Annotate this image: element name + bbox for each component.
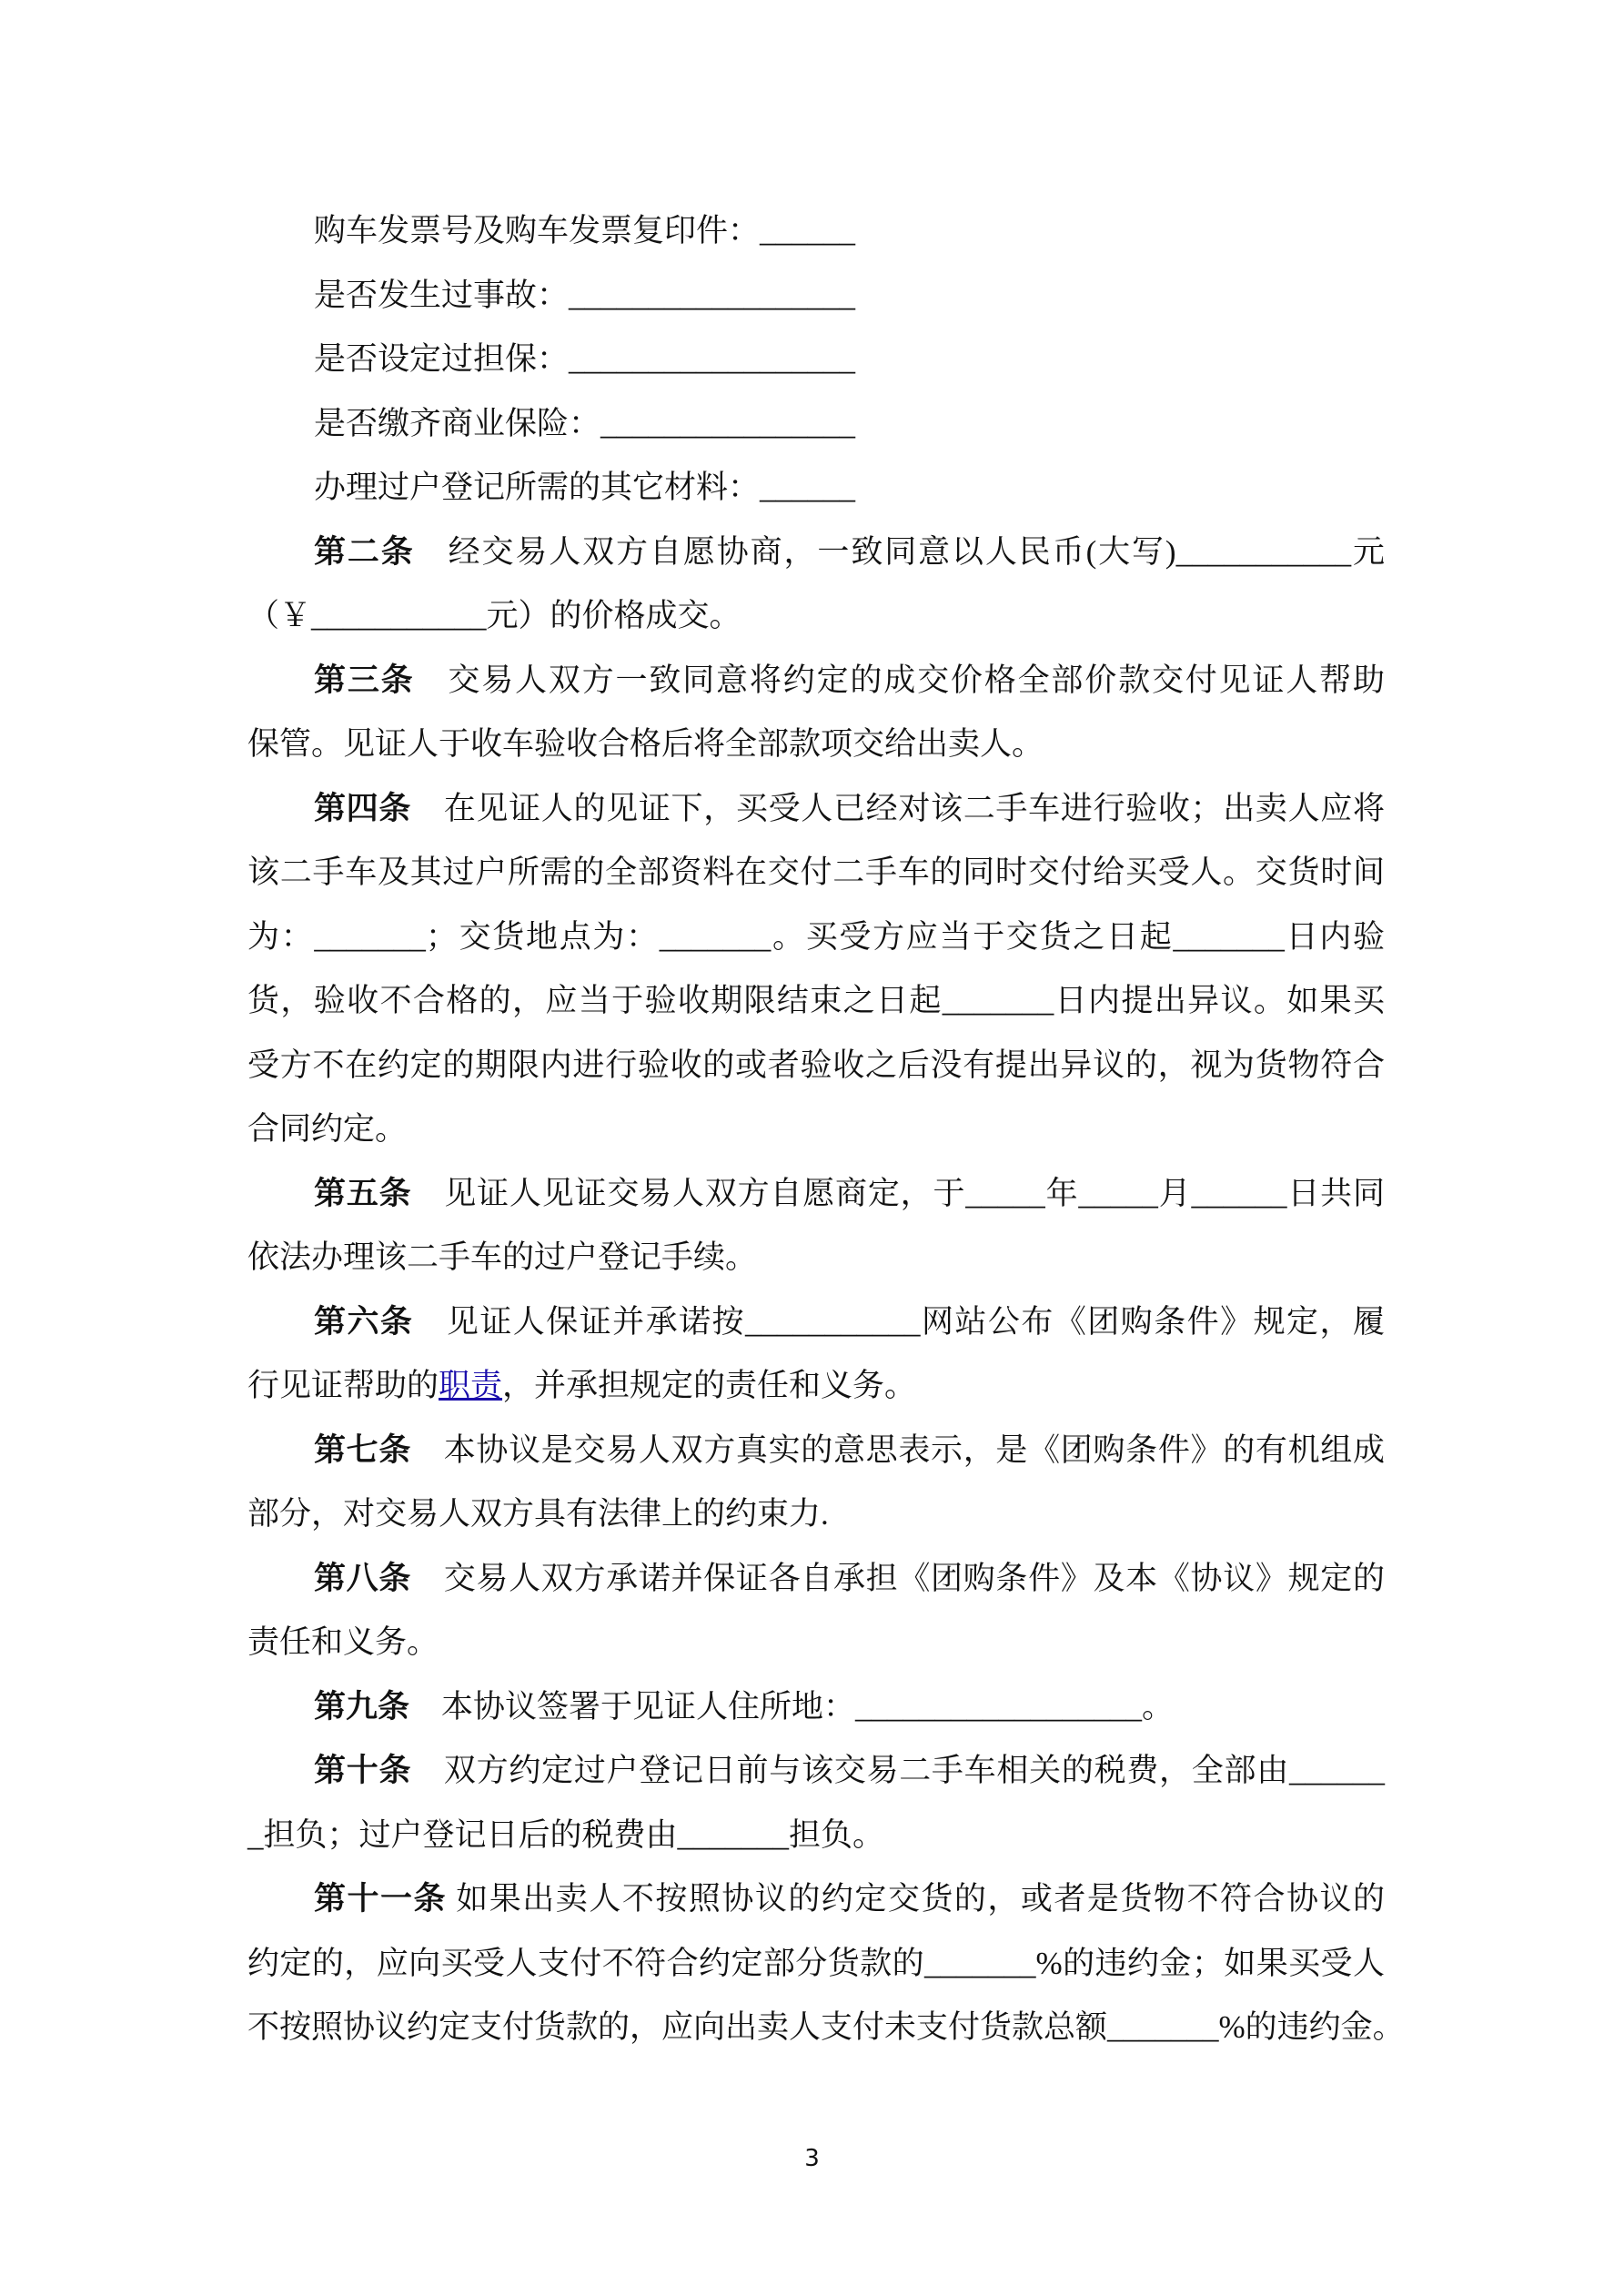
text-segment: 保管。见证人于收车验收合格后将全部款项交给出卖人。 xyxy=(247,726,1044,762)
paragraph-line xyxy=(247,456,1385,521)
text-segment: 购车发票号及购车发票复印件：______ xyxy=(314,213,856,248)
article-heading: 第八条 xyxy=(314,1560,412,1596)
paragraph-line xyxy=(247,1226,1385,1290)
paragraph-line xyxy=(247,328,1385,392)
paragraph-line xyxy=(247,1482,1385,1547)
paragraph-line xyxy=(247,1097,1385,1162)
article-heading: 第三条 xyxy=(314,662,415,698)
paragraph-line xyxy=(247,1419,1385,1483)
paragraph-line xyxy=(247,1354,1385,1419)
page-number: 3 xyxy=(804,2145,820,2172)
paragraph-line xyxy=(247,521,1385,585)
article-heading: 第十条 xyxy=(314,1753,412,1788)
text-segment: 不按照协议约定支付货款的，应向出卖人支付未支付货款总额_______%的违约金。 xyxy=(247,2009,1405,2045)
paragraph-line xyxy=(247,1867,1385,1932)
text-segment: 交易人双方承诺并保证各自承担《团购条件》及本《协议》规定的 xyxy=(411,1560,1385,1596)
paragraph-line xyxy=(247,1290,1385,1355)
document-body xyxy=(247,199,1405,2060)
article-heading: 第六条 xyxy=(314,1303,414,1340)
paragraph-line xyxy=(247,1611,1385,1675)
article-heading: 第七条 xyxy=(314,1431,412,1468)
text-segment: ，并承担规定的责任和义务。 xyxy=(502,1368,917,1403)
paragraph-line xyxy=(247,1034,1385,1098)
text-segment: （￥___________元）的价格成交。 xyxy=(247,598,741,633)
text-segment: _担负；过户登记日后的税费由_______担负。 xyxy=(247,1816,885,1853)
text-segment: 双方约定过户登记日前与该交易二手车相关的税费，全部由______ xyxy=(411,1753,1385,1788)
paragraph-line xyxy=(247,1675,1385,1740)
text-segment: 约定的，应向买受人支付不符合约定部分货款的_______%的违约金；如果买受人 xyxy=(247,1945,1385,1981)
text-segment: 在见证人的见证下，买受人已经对该二手车进行验收；出卖人应将 xyxy=(411,790,1385,826)
text-segment: 为：_______；交货地点为：_______。买受方应当于交货之日起_______日内验 xyxy=(247,918,1385,955)
article-heading: 第五条 xyxy=(314,1175,412,1211)
article-heading: 第十一条 xyxy=(314,1881,448,1917)
text-segment: 行见证帮助的 xyxy=(247,1368,439,1403)
paragraph-line xyxy=(247,1996,1405,2060)
paragraph-line xyxy=(247,584,1385,649)
text-segment: 办理过户登记所需的其它材料：______ xyxy=(314,470,856,505)
text-segment: 是否缴齐商业保险：________________ xyxy=(314,405,856,441)
paragraph-line xyxy=(247,905,1385,970)
text-segment: 见证人见证交易人双方自愿商定，于_____年_____月______日共同 xyxy=(411,1175,1385,1211)
text-segment: 本协议是交易人双方真实的意思表示，是《团购条件》的有机组成 xyxy=(411,1431,1385,1468)
text-segment: 受方不在约定的期限内进行验收的或者验收之后没有提出异议的，视为货物符合 xyxy=(247,1047,1385,1083)
text-segment: 责任和义务。 xyxy=(247,1624,439,1660)
text-segment: 部分，对交易人双方具有法律上的约束力. xyxy=(247,1496,829,1532)
text-segment: 交易人双方一致同意将约定的成交价格全部价款交付见证人帮助 xyxy=(414,662,1385,698)
paragraph-line xyxy=(247,841,1385,905)
paragraph-line xyxy=(247,1547,1385,1612)
paragraph-line xyxy=(247,1739,1385,1804)
text-segment: 是否发生过事故：__________________ xyxy=(314,277,856,313)
paragraph-line xyxy=(247,1162,1385,1227)
paragraph-line xyxy=(247,264,1385,329)
text-segment: 经交易人双方自愿协商，一致同意以人民币(大写)___________元 xyxy=(414,533,1385,570)
text-segment: 是否设定过担保：__________________ xyxy=(314,341,856,377)
paragraph-line xyxy=(247,777,1385,842)
text-segment: 见证人保证并承诺按___________网站公布《团购条件》规定，履 xyxy=(413,1303,1385,1340)
paragraph-line xyxy=(247,969,1385,1034)
paragraph-line xyxy=(247,199,1385,264)
paragraph-line xyxy=(247,649,1385,713)
article-heading: 第二条 xyxy=(314,533,415,570)
paragraph-line xyxy=(247,1932,1385,1997)
text-segment: 本协议签署于见证人住所地：__________________。 xyxy=(409,1688,1175,1725)
paragraph-line xyxy=(247,1804,1385,1868)
text-segment: 合同约定。 xyxy=(247,1111,408,1147)
article-heading: 第四条 xyxy=(314,790,412,826)
paragraph-line xyxy=(247,713,1385,777)
text-segment: 如果出卖人不按照协议的约定交货的，或者是货物不符合协议的 xyxy=(447,1881,1385,1917)
text-segment: 依法办理该二手车的过户登记手续。 xyxy=(247,1239,758,1275)
text-segment: 该二手车及其过户所需的全部资料在交付二手车的同时交付给买受人。交货时间 xyxy=(247,855,1385,890)
article-heading: 第九条 xyxy=(314,1688,410,1725)
hyperlink[interactable]: 职责 xyxy=(439,1368,503,1403)
paragraph-line xyxy=(247,392,1385,457)
text-segment: 货，验收不合格的，应当于验收期限结束之日起_______日内提出异议。如果买 xyxy=(247,983,1385,1018)
